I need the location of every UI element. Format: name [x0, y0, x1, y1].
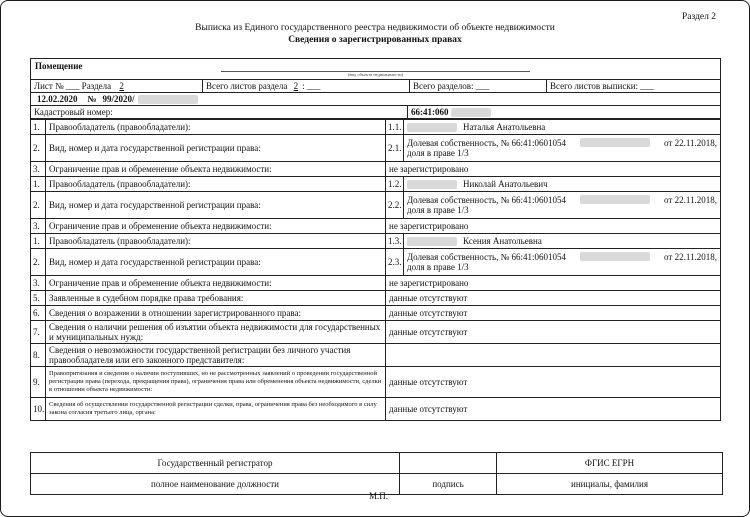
- row-number: 1.: [31, 234, 46, 249]
- share-size: доля в праве 1/3: [407, 148, 469, 158]
- row-value: данные отсутствуют: [386, 398, 721, 421]
- sub-number: 2.3.: [386, 249, 404, 276]
- extract-header-block: [30, 58, 721, 421]
- table-row: [31, 344, 721, 367]
- row-value: [404, 177, 721, 192]
- redaction-mask: [138, 95, 198, 104]
- table-row: [31, 219, 721, 234]
- row-value: [404, 234, 721, 249]
- redaction-mask: [580, 252, 650, 261]
- sub-number: 1.1.: [386, 120, 404, 135]
- date-number-row: 12.02.2020 № 99/2020/: [31, 93, 720, 106]
- table-row: [31, 135, 721, 162]
- row-value: [404, 192, 721, 219]
- redaction-mask: [451, 108, 491, 117]
- registration-number: Долевая собственность, № 66:41:0601054: [407, 138, 566, 148]
- table-row: [31, 162, 721, 177]
- row-number: 9.: [31, 367, 46, 398]
- document-subtitle: Сведения о зарегистрированных правах: [288, 35, 462, 45]
- registration-date: от 22.11.2018,: [664, 138, 717, 148]
- redaction-mask: [407, 237, 457, 246]
- section-label: Раздел 2: [682, 12, 716, 22]
- row-value: данные отсутствуют: [386, 367, 721, 398]
- table-row: [31, 276, 721, 291]
- signature-block: [30, 452, 723, 495]
- redaction-mask: [580, 138, 650, 147]
- table-row: [31, 291, 721, 306]
- row-number: 3.: [31, 162, 46, 177]
- row-label: Вид, номер и дата государственной регистрации права:: [46, 135, 386, 162]
- sub-number: 1.2.: [386, 177, 404, 192]
- share-size: доля в праве 1/3: [407, 262, 469, 272]
- row-number: 3.: [31, 219, 46, 234]
- total-sheets-extract-cell: Всего листов выписки: ___: [550, 81, 654, 91]
- row-label: Вид, номер и дата государственной регистрации права:: [46, 249, 386, 276]
- extract-number: 99/2020/: [102, 94, 135, 104]
- name-caption: инициалы, фамилия: [571, 479, 648, 489]
- row-value: не зарегистрировано: [386, 162, 721, 177]
- cadastral-label: Кадастровый номер:: [31, 106, 408, 118]
- table-row: [31, 234, 721, 249]
- row-value: [404, 249, 721, 276]
- table-row: [31, 367, 721, 398]
- table-row: [31, 120, 721, 135]
- redaction-mask: [407, 180, 457, 189]
- row-value: [386, 344, 721, 367]
- row-number: 3.: [31, 276, 46, 291]
- row-label: Вид, номер и дата государственной регистрации права:: [46, 192, 386, 219]
- row-label: Сведения об осуществлении государственной регистрации сделки, права, ограничения права без необходимого в силу закона согласия третьего лица, органа:: [46, 398, 386, 421]
- sub-number: 2.1.: [386, 135, 404, 162]
- row-value: [404, 120, 721, 135]
- row-value: не зарегистрировано: [386, 276, 721, 291]
- redaction-mask: [407, 123, 457, 132]
- position-caption: полное наименование должности: [31, 474, 400, 494]
- cadastral-number: 66:41:060: [408, 106, 494, 118]
- rights-table: [30, 119, 721, 421]
- sheet-info-row: [31, 80, 720, 93]
- row-number: 2.: [31, 192, 46, 219]
- signature-blank: [400, 453, 497, 473]
- row-label: Правопритязания и сведения о наличии поступивших, но не рассмотренных заявлений о проведении государственной регистрации права (перехода, прекращения права), ограничения права или обременения объекта недвижимости, сделки в отношении объекта недвижимости:: [46, 367, 386, 398]
- cadastral-row: [31, 106, 720, 119]
- table-row: [31, 249, 721, 276]
- row-number: 5.: [31, 291, 46, 306]
- row-label: Ограничение прав и обременение объекта недвижимости:: [46, 162, 386, 177]
- sub-number: 1.3.: [386, 234, 404, 249]
- row-value: не зарегистрировано: [386, 219, 721, 234]
- row-label: Ограничение прав и обременение объекта недвижимости:: [46, 219, 386, 234]
- sheet-number-cell: Лист № ___ Раздела 2: [31, 80, 203, 92]
- table-row: [31, 321, 721, 344]
- row-label: Ограничение прав и обременение объекта недвижимости:: [46, 276, 386, 291]
- row-label: Правообладатель (правообладатели):: [46, 177, 386, 192]
- row-label: Сведения о наличии решения об изъятии объекта недвижимости для государственных и муниципальных нужд:: [46, 321, 386, 344]
- holder-name: Наталья Анатольевна: [463, 121, 546, 132]
- table-row: [31, 306, 721, 321]
- row-value: данные отсутствуют: [386, 306, 721, 321]
- registration-number: Долевая собственность, № 66:41:0601054: [407, 252, 566, 262]
- extract-date: 12.02.2020: [37, 94, 78, 104]
- holder-name: Ксения Анатольевна: [463, 235, 542, 246]
- table-row: [31, 398, 721, 421]
- sign-caption: подпись: [400, 474, 497, 494]
- share-size: доля в праве 1/3: [407, 205, 469, 215]
- total-sections-cell: Всего разделов: ___: [410, 80, 547, 92]
- row-value: данные отсутствуют: [386, 321, 721, 344]
- row-label: Сведения о возражении в отношении зарегистрированного права:: [46, 306, 386, 321]
- stamp-place: М.П.: [369, 491, 389, 501]
- object-type: Помещение: [35, 61, 83, 71]
- table-row: [31, 192, 721, 219]
- row-number: 2.: [31, 135, 46, 162]
- row-number: 1.: [31, 177, 46, 192]
- row-number: 1.: [31, 120, 46, 135]
- document-title: Выписка из Единого государственного реестра недвижимости об объекте недвижимости: [195, 23, 555, 33]
- row-label: Заявленные в судебном порядке права требования:: [46, 291, 386, 306]
- row-label: Сведения о невозможности государственной регистрации без личного участия правообладателя или его законного представителя:: [46, 344, 386, 367]
- row-number: 10.: [31, 398, 46, 421]
- table-row: [31, 177, 721, 192]
- signature-row: [31, 453, 722, 473]
- row-label: Правообладатель (правообладатели):: [46, 234, 386, 249]
- object-type-row: [31, 59, 720, 80]
- object-type-hint: (вид объекта недвижимости): [347, 72, 404, 77]
- row-number: 2.: [31, 249, 46, 276]
- registrar-agency: ФГИС ЕГРН: [584, 458, 635, 468]
- registrar-title: Государственный регистратор: [31, 453, 400, 473]
- row-value: [404, 135, 721, 162]
- sub-number: 2.2.: [386, 192, 404, 219]
- row-value: данные отсутствуют: [386, 291, 721, 306]
- row-number: 7.: [31, 321, 46, 344]
- holder-name: Николай Анатольевич: [463, 178, 548, 189]
- registration-date: от 22.11.2018,: [664, 252, 717, 262]
- row-number: 8.: [31, 344, 46, 367]
- registration-number: Долевая собственность, № 66:41:0601054: [407, 195, 566, 205]
- row-label: Правообладатель (правообладатели):: [46, 120, 386, 135]
- header-grid: [30, 58, 721, 119]
- total-sheets-section-cell: Всего листов раздела 2 : ___: [203, 80, 410, 92]
- redaction-mask: [580, 195, 650, 204]
- row-number: 6.: [31, 306, 46, 321]
- registration-date: от 22.11.2018,: [664, 195, 717, 205]
